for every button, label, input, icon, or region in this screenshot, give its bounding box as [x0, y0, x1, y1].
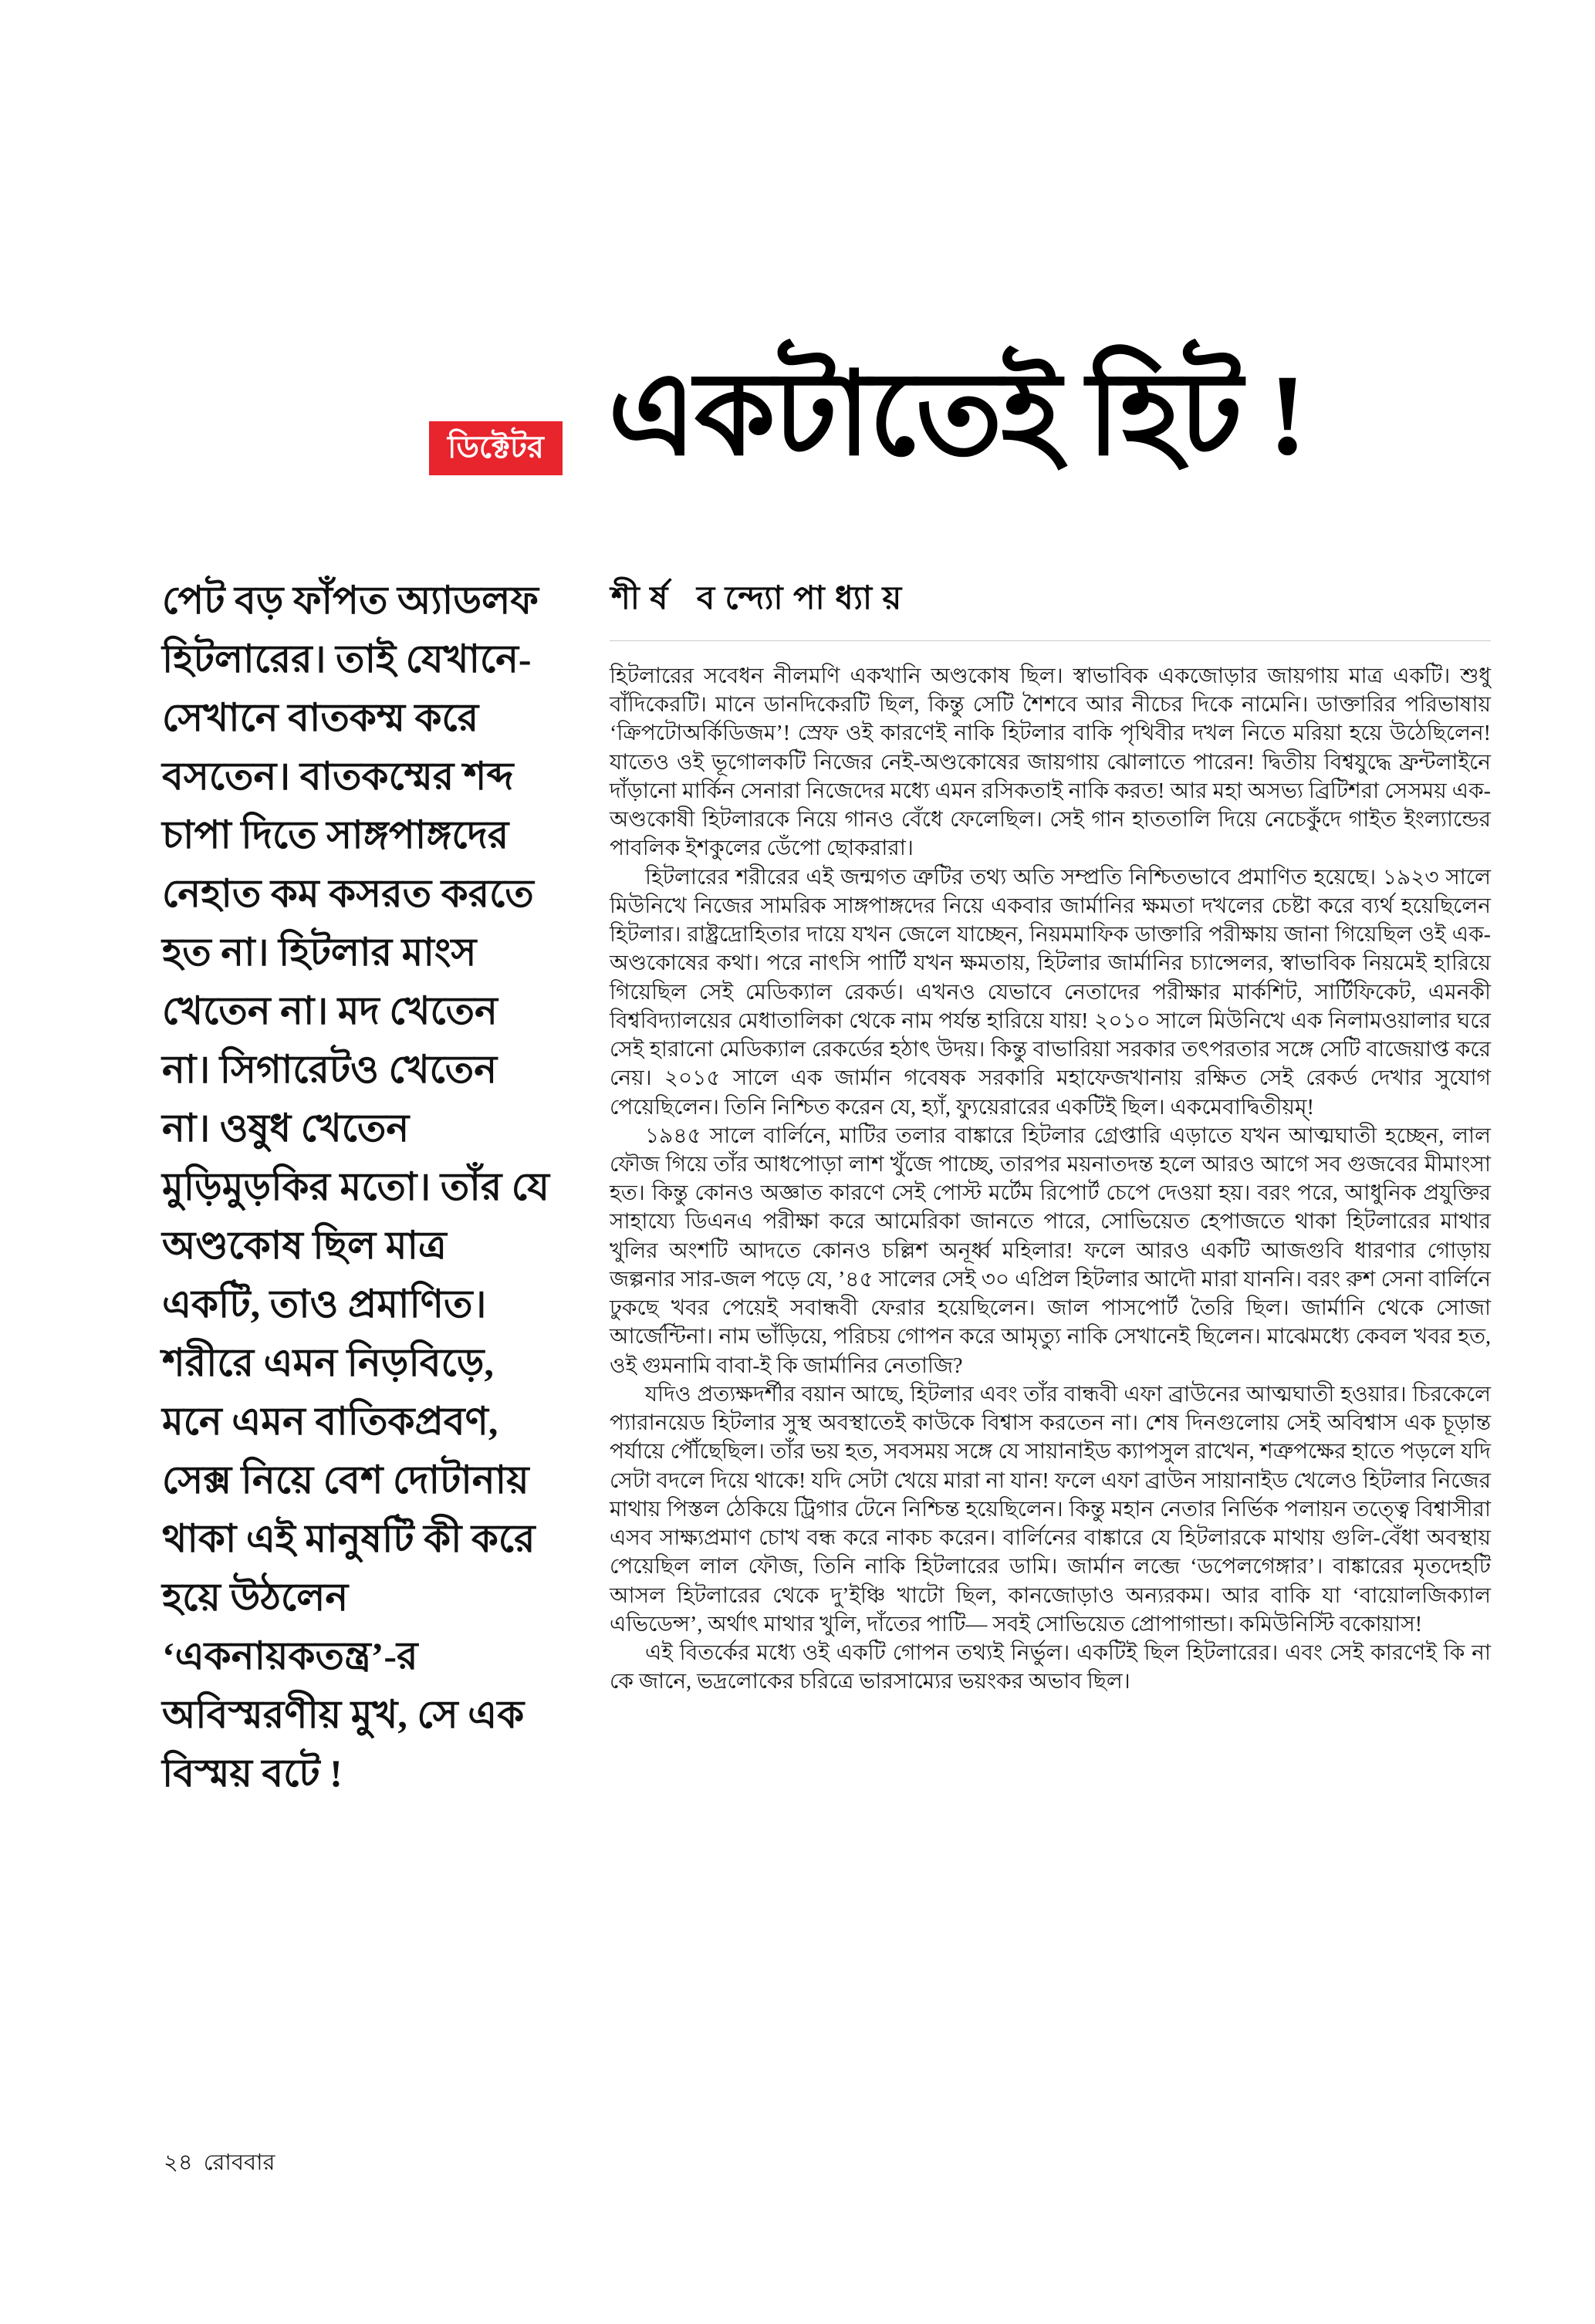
- body-paragraph: হিটলারের শরীরের এই জন্মগত ত্রুটির তথ্য অতি সম্প্রতি নিশ্চিতভাবে প্রমাণিত হয়েছে। ১৯২৩ সালে মিউনিখে নিজের সামরিক সাঙ্গপাঙ্গদের নিয়ে একবার জার্মানির ক্ষমতা দখলের চেষ্টা করে ব্যর্থ হয়েছিলেন হিটলার। রাষ্ট্রদ্রোহিতার দায়ে যখন জেলে যাচ্ছেন, নিয়মমাফিক ডাক্তারি পরীক্ষায় জানা গিয়েছিল ওই এক-অণ্ডকোষের কথা। পরে নাৎসি পার্টি যখন ক্ষমতায়, হিটলার জার্মানির চ্যান্সেলর, স্বাভাবিক নিয়মেই হারিয়ে গিয়েছিল সেই মেডিক্যাল রেকর্ড। এখনও যেভাবে নেতাদের পরীক্ষার মার্কশিট, সার্টিফিকেট, এমনকী বিশ্ববিদ্যালয়ের মেধাতালিকা থেকে নাম পর্যন্ত হারিয়ে যায়! ২০১০ সালে মিউনিখে এক নিলামওয়ালার ঘরে সেই হারানো মেডিক্যাল রেকর্ডের হঠাৎ উদয়। কিন্তু বাভারিয়া সরকার তৎপরতার সঙ্গে সেটি বাজেয়াপ্ত করে নেয়। ২০১৫ সালে এক জার্মান গবেষক সরকারি মহাফেজখানায় রক্ষিত সেই রেকর্ড দেখার সুযোগ পেয়েছিলেন। তিনি নিশ্চিত করেন যে, হ্যাঁ, ফ্যুয়েরারের একটিই ছিল। একমেবাদ্বিতীয়ম্!: [610, 865, 1491, 1120]
- byline-divider: [610, 640, 1491, 641]
- body-paragraph: ১৯৪৫ সালে বার্লিনে, মাটির তলার বাঙ্কারে হিটলার গ্রেপ্তারি এড়াতে যখন আত্মঘাতী হচ্ছেন, লাল ফৌজ গিয়ে তাঁর আধপোড়া লাশ খুঁজে পাচ্ছে, তারপর ময়নাতদন্ত হলে আরও আগে সব গুজবের মীমাংসা হত। কিন্তু কোনও অজ্ঞাত কারণে সেই পোস্ট মর্টেম রিপোর্ট চেপে দেওয়া হয়। বরং পরে, আধুনিক প্রযুক্তির সাহায্যে ডিএনএ পরীক্ষা করে আমেরিকা জানতে পারে, সোভিয়েত হেপাজতে থাকা হিটলারের মাথার খুলির অংশটি আদতে কোনও চল্লিশ অনূর্ধ্ব মহিলার! ফলে আরও একটি আজগুবি ধারণার গোড়ায় জল্পনার সার-জল পড়ে যে, ’৪৫ সালের সেই ৩০ এপ্রিল হিটলার আদৌ মারা যাননি। বরং রুশ সেনা বার্লিনে ঢুকছে খবর পেয়েই সবান্ধবী ফেরার হয়েছিলেন। জাল পাসপোর্ট তৈরি ছিল। জার্মানি থেকে সোজা আর্জেন্টিনা। নাম ভাঁড়িয়ে, পরিচয় গোপন করে আমৃত্যু নাকি সেখানেই ছিলেন। মাঝেমধ্যে কেবল খবর হত, ওই গুমনামি বাবা-ই কি জার্মানির নেতাজি?: [610, 1123, 1491, 1378]
- article-body: [610, 662, 1491, 1696]
- body-paragraph: যদিও প্রত্যক্ষদর্শীর বয়ান আছে, হিটলার এবং তাঁর বান্ধবী এফা ব্রাউনের আত্মঘাতী হওয়ার। চিরকেলে প্যারানয়েড হিটলার সুস্থ অবস্থাতেই কাউকে বিশ্বাস করতেন না। শেষ দিনগুলোয় সেই অবিশ্বাস এক চূড়ান্ত পর্যায়ে পৌঁছেছিল। তাঁর ভয় হত, সবসময় সঙ্গে যে সায়ানাইড ক্যাপসুল রাখেন, শত্রুপক্ষের হাতে পড়লে যদি সেটা বদলে দিয়ে থাকে! যদি সেটা খেয়ে মারা না যান! ফলে এফা ব্রাউন সায়ানাইড খেলেও হিটলার নিজের মাথায় পিস্তল ঠেকিয়ে ট্রিগার টেনে নিশ্চিন্ত হয়েছিলেন। কিন্তু মহান নেতার নির্ভিক পলায়ন তত্ত্বে বিশ্বাসীরা এসব সাক্ষ্যপ্রমাণ চোখ বন্ধ করে নাকচ করেন। বার্লিনের বাঙ্কারে যে হিটলারকে মাথায় গুলি-বেঁধা অবস্থায় পেয়েছিল লাল ফৌজ, তিনি নাকি হিটলারের ডামি। জার্মান লব্জে ‘ডপেলগেঙ্গার’। বাঙ্কারের মৃতদেহটি আসল হিটলারের থেকে দু’ইঞ্চি খাটো ছিল, কানজোড়াও অন্যরকম। আর বাকি যা ‘বায়োলজিক্যাল এভিডেন্স’, অর্থাৎ মাথার খুলি, দাঁতের পাটি— সবই সোভিয়েত প্রোপাগান্ডা। কমিউনিস্টি বকোয়াস!: [610, 1382, 1491, 1637]
- section-kicker: ডিক্টেটর: [429, 421, 563, 475]
- pull-quote: পেট বড় ফাঁপত অ্যাডলফ হিটলারের। তাই যেখানে-সেখানে বাতকম্ম করে বসতেন। বাতকম্মের শব্দ চাপা দিতে সাঙ্গপাঙ্গদের নেহাত কম কসরত করতে হত না। হিটলার মাংস খেতেন না। মদ খেতেন না। সিগারেটও খেতেন না। ওষুধ খেতেন মুড়িমুড়কির মতো। তাঁর যে অণ্ডকোষ ছিল মাত্র একটি, তাও প্রমাণিত। শরীরে এমন নিড়বিড়ে, মনে এমন বাতিকপ্রবণ, সেক্স নিয়ে বেশ দোটানায় থাকা এই মানুষটি কী করে হয়ে উঠলেন ‘একনায়কতন্ত্র’-র অবিস্মরণীয় মুখ, সে এক বিস্ময় বটে !: [162, 579, 549, 1795]
- article-headline: একটাতেই হিট !: [608, 351, 1306, 479]
- magazine-name: রোববার: [203, 2150, 275, 2175]
- page-number: ২৪: [164, 2150, 193, 2175]
- article-byline: শীর্ষ বন্দ্যোপাধ্যায়: [611, 581, 912, 616]
- body-paragraph: হিটলারের সবেধন নীলমণি একখানি অণ্ডকোষ ছিল। স্বাভাবিক একজোড়ার জায়গায় মাত্র একটি। শুধু বাঁদিকেরটি। মানে ডানদিকেরটি ছিল, কিন্তু সেটি শৈশবে আর নীচের দিকে নামেনি। ডাক্তারির পরিভাষায় ‘ক্রিপটোঅর্কিডিজম’! স্রেফ ওই কারণেই নাকি হিটলার বাকি পৃথিবীর দখল নিতে মরিয়া হয়ে উঠেছিলেন! যাতেও ওই ভূগোলকটি নিজের নেই-অণ্ডকোষের জায়গায় ঝোলাতে পারেন! দ্বিতীয় বিশ্বযুদ্ধে ফ্রন্টলাইনে দাঁড়ানো মার্কিন সেনারা নিজেদের মধ্যে এমন রসিকতাই নাকি করত! আর মহা অসভ্য ব্রিটিশরা সেসময় এক-অণ্ডকোষী হিটলারকে নিয়ে গানও বেঁধে ফেলেছিল। সেই গান হাততালি দিয়ে নেচেকুঁদে গাইত ইংল্যান্ডের পাবলিক ইশকুলের ডেঁপো ছোকরারা।: [610, 664, 1491, 861]
- page-footer: [164, 2145, 275, 2183]
- body-paragraph: এই বিতর্কের মধ্যে ওই একটি গোপন তথ্যই নির্ভুল। একটিই ছিল হিটলারের। এবং সেই কারণেই কি না কে জানে, ভদ্রলোকের চরিত্রে ভারসাম্যের ভয়ংকর অভাব ছিল।: [610, 1640, 1491, 1694]
